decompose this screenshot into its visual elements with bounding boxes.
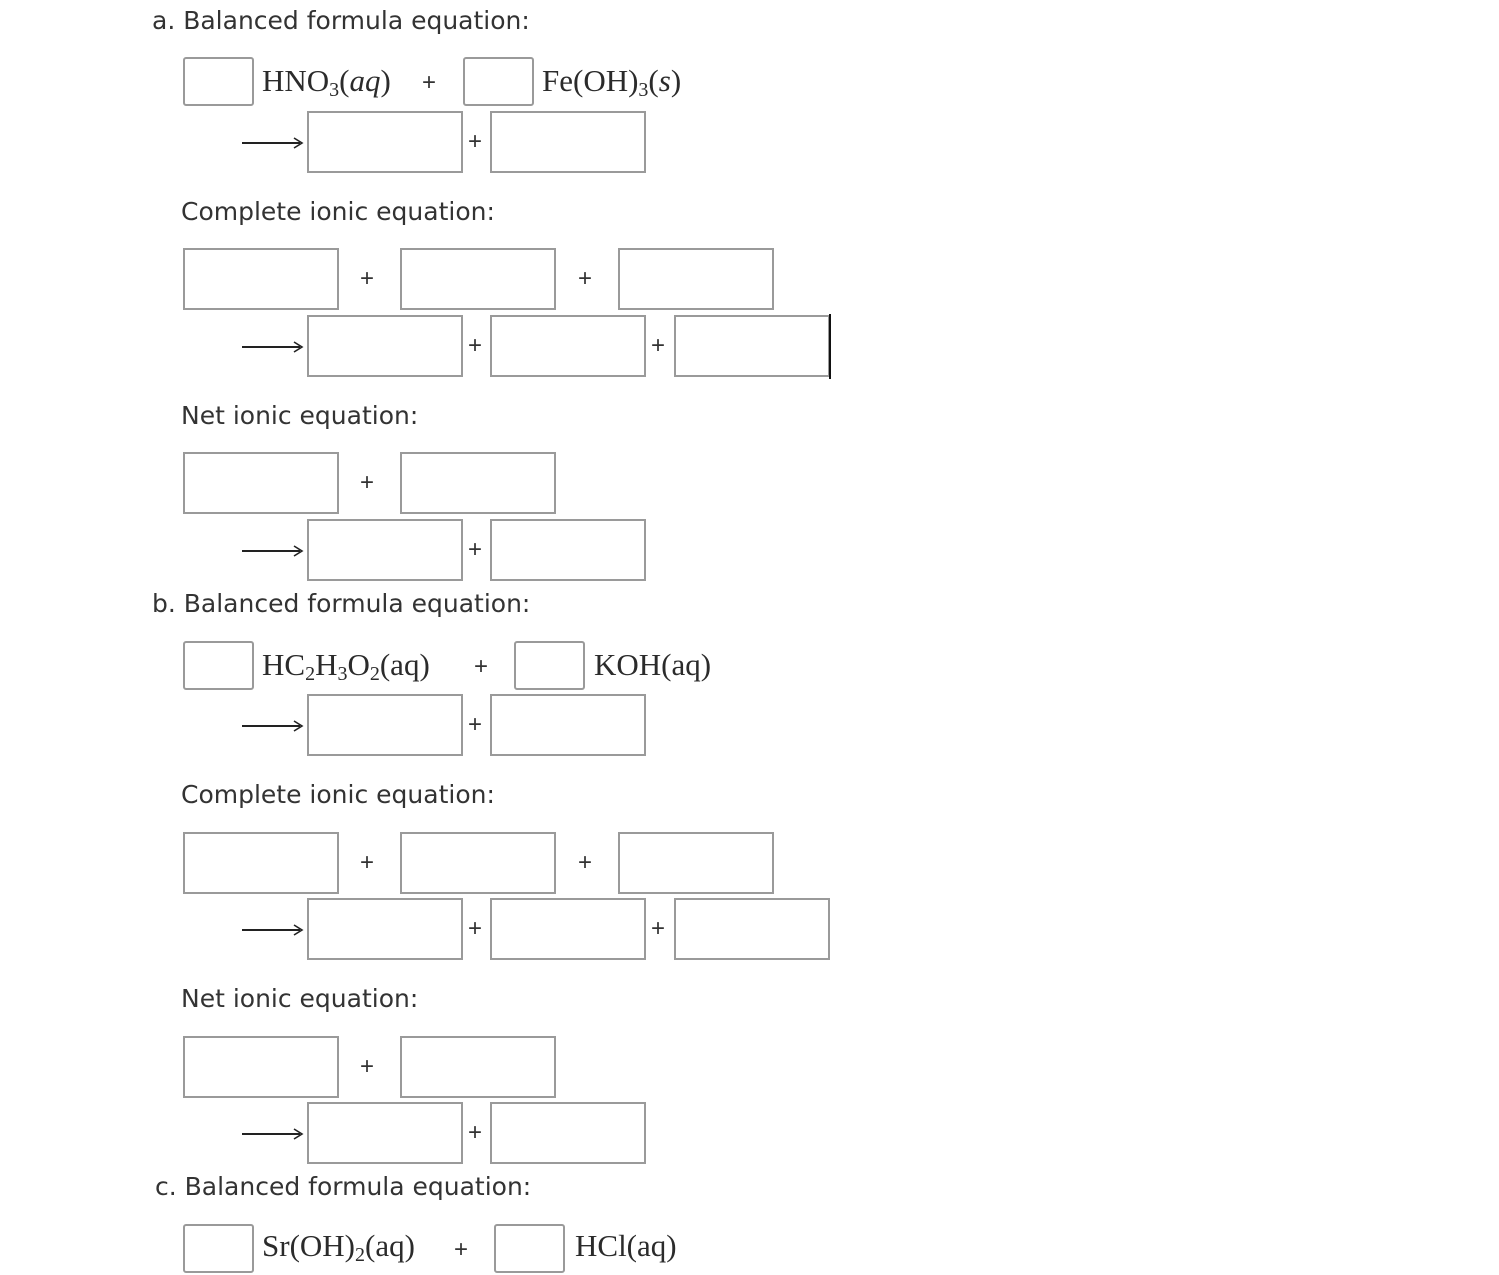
a-net-reactant-input-2[interactable] [400, 452, 556, 514]
plus-sign: + [651, 332, 666, 359]
b-product-input-2[interactable] [490, 694, 646, 756]
section-c-title: c. Balanced formula equation: [155, 1172, 532, 1201]
section-b-title: b. Balanced formula equation: [152, 589, 531, 618]
plus-sign: + [468, 332, 483, 359]
c-reactant-1-formula: $Sr(OH)_2(aq)$ [262, 1228, 415, 1266]
a-net-ionic-label: Net ionic equation: [181, 401, 419, 430]
c-coefficient-input-2[interactable] [494, 1224, 565, 1273]
a-coefficient-input-2[interactable] [463, 57, 534, 106]
plus-sign: + [360, 265, 375, 292]
plus-sign: + [468, 536, 483, 563]
b-coefficient-input-2[interactable] [514, 641, 585, 690]
a-net-product-input-2[interactable] [490, 519, 646, 581]
plus-sign: + [578, 849, 593, 876]
b-ionic-product-input-2[interactable] [490, 898, 646, 960]
plus-sign: + [468, 128, 483, 155]
a-ionic-product-input-3[interactable] [674, 315, 830, 377]
reaction-arrow-icon [242, 544, 304, 558]
a-net-reactant-input-1[interactable] [183, 452, 339, 514]
b-net-reactant-input-1[interactable] [183, 1036, 339, 1098]
plus-sign: + [360, 849, 375, 876]
b-product-input-1[interactable] [307, 694, 463, 756]
b-net-ionic-label: Net ionic equation: [181, 984, 419, 1013]
a-ionic-reactant-input-1[interactable] [183, 248, 339, 310]
reaction-arrow-icon [242, 340, 304, 354]
b-ionic-reactant-input-2[interactable] [400, 832, 556, 894]
a-ionic-reactant-input-3[interactable] [618, 248, 774, 310]
b-net-product-input-2[interactable] [490, 1102, 646, 1164]
b-ionic-reactant-input-1[interactable] [183, 832, 339, 894]
b-ionic-product-input-3[interactable] [674, 898, 830, 960]
plus-sign: + [360, 469, 375, 496]
b-reactant-1-formula: $HC_2H_3O_2(aq)$ [262, 647, 430, 685]
a-net-product-input-1[interactable] [307, 519, 463, 581]
a-reactant-1-formula: $HNO_3(aq)$ [262, 63, 391, 101]
b-ionic-product-input-1[interactable] [307, 898, 463, 960]
a-complete-ionic-label: Complete ionic equation: [181, 197, 495, 226]
text-cursor [829, 314, 831, 379]
a-reactant-2-formula: $Fe(OH)_3(s)$ [542, 63, 682, 101]
reaction-arrow-icon [242, 923, 304, 937]
plus-sign: + [468, 915, 483, 942]
c-coefficient-input-1[interactable] [183, 1224, 254, 1273]
a-product-input-1[interactable] [307, 111, 463, 173]
a-ionic-reactant-input-2[interactable] [400, 248, 556, 310]
plus-sign: + [468, 711, 483, 738]
plus-sign: + [422, 69, 437, 96]
a-ionic-product-input-1[interactable] [307, 315, 463, 377]
b-reactant-2-formula: KOH(aq) [594, 647, 712, 682]
a-ionic-product-input-2[interactable] [490, 315, 646, 377]
b-ionic-reactant-input-3[interactable] [618, 832, 774, 894]
a-product-input-2[interactable] [490, 111, 646, 173]
plus-sign: + [468, 1119, 483, 1146]
b-net-reactant-input-2[interactable] [400, 1036, 556, 1098]
plus-sign: + [474, 653, 489, 680]
a-coefficient-input-1[interactable] [183, 57, 254, 106]
plus-sign: + [454, 1236, 469, 1263]
reaction-arrow-icon [242, 1127, 304, 1141]
plus-sign: + [651, 915, 666, 942]
b-coefficient-input-1[interactable] [183, 641, 254, 690]
reaction-arrow-icon [242, 719, 304, 733]
reaction-arrow-icon [242, 136, 304, 150]
section-a-title: a. Balanced formula equation: [152, 6, 530, 35]
plus-sign: + [360, 1053, 375, 1080]
c-reactant-2-formula: HCl(aq) [575, 1228, 677, 1263]
b-net-product-input-1[interactable] [307, 1102, 463, 1164]
b-complete-ionic-label: Complete ionic equation: [181, 780, 495, 809]
plus-sign: + [578, 265, 593, 292]
